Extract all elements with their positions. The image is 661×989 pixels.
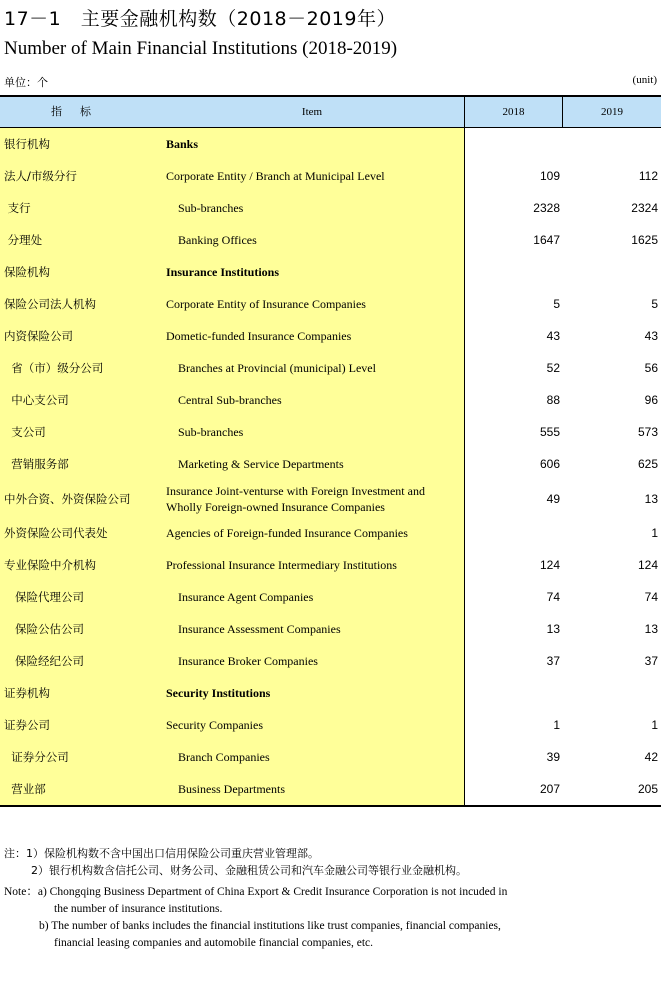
row-value-2018: 109 — [539, 169, 560, 183]
row-indicator-cn: 营业部 — [4, 782, 46, 796]
row-value-2019 — [563, 256, 658, 288]
row-indicator-cn: 保险代理公司 — [4, 590, 84, 604]
row-value-2019: 96 — [644, 393, 658, 407]
note-cn-2: 2）银行机构数含信托公司、财务公司、金融租赁公司和汽车金融公司等银行业金融机构。 — [31, 864, 467, 877]
table-row — [0, 677, 661, 709]
table-row — [0, 256, 661, 288]
row-value-2019 — [563, 677, 658, 709]
note-en-b: b) The number of banks includes the financial institutions like trust companies, financial companies, — [39, 920, 501, 932]
row-value-2018 — [465, 128, 560, 160]
table-header — [0, 95, 661, 128]
row-value-2019: 74 — [644, 590, 658, 604]
row-value-2018: 74 — [546, 590, 560, 604]
row-indicator-cn: 分理处 — [4, 233, 43, 247]
row-value-2018: 555 — [539, 425, 560, 439]
unit-label-cn: 单位：个 — [4, 76, 48, 89]
table-row — [0, 448, 661, 480]
table-row — [0, 224, 661, 256]
row-indicator-cn: 营销服务部 — [4, 457, 69, 471]
row-value-2019: 1625 — [631, 233, 658, 247]
notes-en — [4, 884, 507, 952]
row-value-2018: 2328 — [533, 201, 560, 215]
page-title-en: Number of Main Financial Institutions (2018-2019) — [4, 38, 398, 59]
table-row — [0, 480, 661, 517]
row-item-en: Insurance Institutions — [166, 265, 280, 279]
row-value-2018: 1647 — [533, 233, 560, 247]
table-row — [0, 549, 661, 581]
row-value-2018: 88 — [546, 393, 560, 407]
row-indicator-cn: 专业保险中介机构 — [4, 558, 96, 572]
row-item-en: Banks — [166, 137, 199, 151]
row-value-2019: 2324 — [631, 201, 658, 215]
row-value-2018: 5 — [553, 297, 560, 311]
row-item-en: Sub-branches — [178, 201, 244, 215]
row-item-en: Agencies of Foreign-funded Insurance Companies — [166, 526, 408, 540]
row-indicator-cn: 中心支公司 — [4, 393, 69, 407]
row-value-2019: 37 — [644, 654, 658, 668]
note-en-a-cont: the number of insurance institutions. — [54, 903, 223, 915]
row-indicator-cn: 支公司 — [4, 425, 46, 439]
row-indicator-cn: 外资保险公司代表处 — [4, 526, 108, 540]
row-indicator-cn: 保险公估公司 — [4, 622, 84, 636]
row-indicator-cn: 省（市）级分公司 — [4, 361, 104, 375]
row-item-en: Sub-branches — [178, 425, 244, 439]
row-value-2019: 124 — [637, 558, 658, 572]
row-value-2018: 207 — [539, 782, 560, 796]
row-item-en: Insurance Agent Companies — [178, 590, 314, 604]
table-row — [0, 741, 661, 773]
table-row — [0, 128, 661, 160]
row-item-en: Insurance Joint-venturse with Foreign Investment and Wholly Foreign-owned Insurance Companies — [166, 483, 425, 514]
row-indicator-cn: 证券公司 — [4, 718, 50, 732]
row-value-2019: 112 — [638, 169, 658, 183]
table-row — [0, 320, 661, 352]
row-value-2018: 606 — [539, 457, 560, 471]
table-row — [0, 352, 661, 384]
row-indicator-cn: 银行机构 — [4, 137, 50, 151]
notes-cn — [4, 845, 467, 879]
row-value-2018: 13 — [546, 622, 560, 636]
row-value-2019: 43 — [644, 329, 658, 343]
row-value-2019: 5 — [651, 297, 658, 311]
row-indicator-cn: 保险经纪公司 — [4, 654, 84, 668]
row-item-en: Professional Insurance Intermediary Institutions — [166, 558, 397, 572]
row-value-2019: 13 — [644, 491, 658, 506]
table-row — [0, 384, 661, 416]
row-item-en: Banking Offices — [178, 233, 257, 247]
row-value-2019: 1 — [651, 526, 658, 540]
row-value-2019: 573 — [637, 425, 658, 439]
row-value-2018 — [465, 517, 560, 549]
note-cn-1: 注：1）保险机构数不含中国出口信用保险公司重庆营业管理部。 — [4, 847, 319, 860]
row-value-2019: 13 — [644, 622, 658, 636]
table-row — [0, 613, 661, 645]
page-title-cn: 17－1 主要金融机构数（2018－2019年） — [4, 8, 396, 30]
note-en-a: Note：a) Chongqing Business Department of China Export & Credit Insurance Corporation is not incuded in — [4, 886, 508, 898]
row-item-en: Branches at Provincial (municipal) Level — [178, 361, 376, 375]
row-item-en: Corporate Entity of Insurance Companies — [166, 297, 366, 311]
row-item-en: Dometic-funded Insurance Companies — [166, 329, 352, 343]
row-indicator-cn: 证券机构 — [4, 686, 50, 700]
row-value-2019: 205 — [637, 782, 658, 796]
row-item-en: Marketing & Service Departments — [178, 457, 344, 471]
row-value-2019 — [563, 128, 658, 160]
row-item-en: Security Institutions — [166, 686, 271, 700]
header-2018: 2018 — [465, 97, 563, 127]
row-indicator-cn: 中外合资、外资保险公司 — [4, 491, 131, 506]
row-value-2019: 56 — [644, 361, 658, 375]
table-row — [0, 160, 661, 192]
table-row — [0, 416, 661, 448]
row-indicator-cn: 保险公司法人机构 — [4, 297, 96, 311]
table-row — [0, 581, 661, 613]
table-row — [0, 288, 661, 320]
row-value-2018: 39 — [546, 750, 560, 764]
row-indicator-cn: 法人/市级分行 — [4, 169, 77, 183]
row-item-en: Security Companies — [166, 718, 263, 732]
row-value-2019: 42 — [644, 750, 658, 764]
row-indicator-cn: 内资保险公司 — [4, 329, 73, 343]
table-body — [0, 128, 661, 807]
row-item-en: Corporate Entity / Branch at Municipal Level — [166, 169, 385, 183]
row-value-2018: 43 — [546, 329, 560, 343]
row-value-2018: 124 — [539, 558, 560, 572]
row-value-2018 — [465, 256, 560, 288]
table-row — [0, 773, 661, 805]
header-item: Item — [160, 97, 465, 127]
row-value-2019: 625 — [637, 457, 658, 471]
institutions-table — [0, 95, 661, 807]
header-indicator: 指标 — [51, 105, 109, 118]
header-2019: 2019 — [601, 106, 623, 118]
table-row — [0, 645, 661, 677]
row-item-en: Insurance Assessment Companies — [178, 622, 341, 636]
row-value-2018: 37 — [546, 654, 560, 668]
row-indicator-cn: 证券分公司 — [4, 750, 69, 764]
row-item-en: Business Departments — [178, 782, 285, 796]
table-row — [0, 709, 661, 741]
row-value-2018 — [465, 677, 560, 709]
row-value-2018: 49 — [546, 491, 560, 506]
table-row — [0, 192, 661, 224]
row-indicator-cn: 保险机构 — [4, 265, 50, 279]
row-value-2018: 52 — [546, 361, 560, 375]
table-row — [0, 517, 661, 549]
row-value-2019: 1 — [651, 718, 658, 732]
row-item-en: Central Sub-branches — [178, 393, 282, 407]
row-item-en: Insurance Broker Companies — [178, 654, 318, 668]
unit-label-en: (unit) — [632, 74, 657, 86]
row-indicator-cn: 支行 — [4, 201, 31, 215]
row-value-2018: 1 — [553, 718, 560, 732]
note-en-b-cont: financial leasing companies and automobile financial companies, etc. — [54, 937, 374, 949]
row-item-en: Branch Companies — [178, 750, 270, 764]
